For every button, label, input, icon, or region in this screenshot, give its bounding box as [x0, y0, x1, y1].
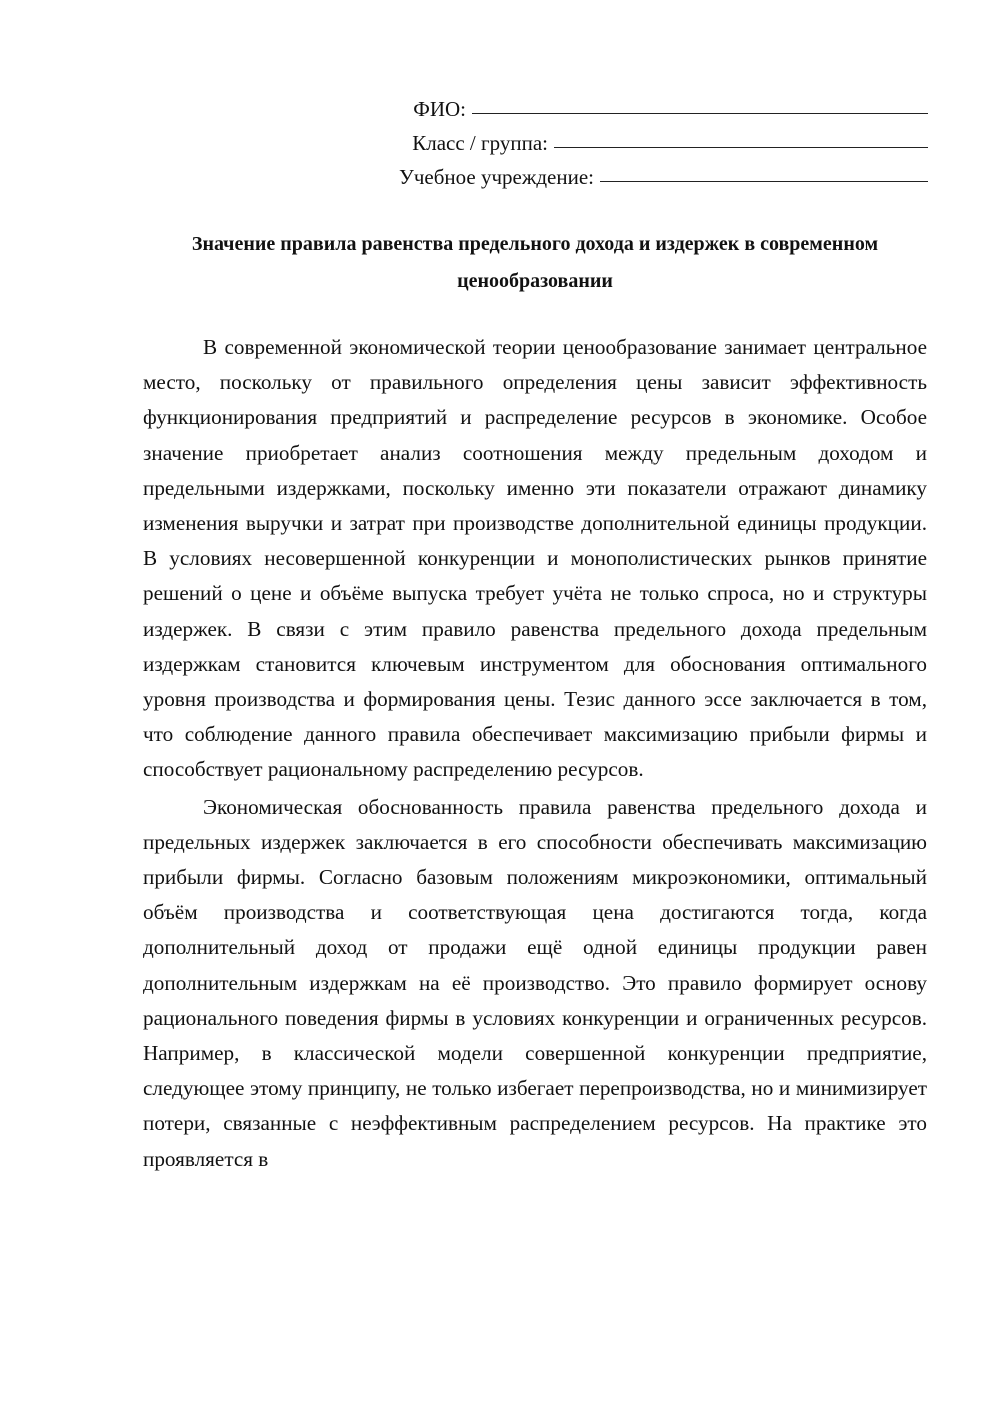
- class-row: [308, 126, 928, 160]
- school-label: Учебное учреждение:: [398, 165, 594, 189]
- class-label: Класс / группа:: [412, 131, 548, 155]
- paragraph-2: Экономическая обоснованность правила равенства предельного дохода и предельных издержек заключается в его способности обеспечивать максимизацию прибыли фирмы. Согласно базовым положениям микроэкономики, оптимальный объём производства и соответствующая цена достигаются тогда, когда дополнительный доход от продажи ещё одной единицы продукции равен дополнительным издержкам на её производство. Это правило формирует основу рационального поведения фирмы в условиях конкуренции и ограниченных ресурсов. Например, в классической модели совершенной конкуренции предприятие, следующее этому принципу, не только избегает перепроизводства, но и минимизирует потери, связанные с неэффективным распределением ресурсов. На практике это проявляется в: [143, 794, 927, 1171]
- paragraph-1: В современной экономической теории ценообразование занимает центральное место, поскольку от правильного определения цены зависит эффективность функционирования предприятий и распределение ресурсов в экономике. Особое значение приобретает анализ соотношения между предельным доходом и предельными издержками, поскольку именно эти показатели отражают динамику изменения выручки и затрат при производстве дополнительной единицы продукции. В условиях несовершенной конкуренции и монополистических рынков принятие решений о цене и объёме выпуска требует учёта не только спроса, но и структуры издержек. В связи с этим правило равенства предельного дохода предельным издержкам становится ключевым инструментом для обоснования оптимального уровня производства и формирования цены. Тезис данного эссе заключается в том, что соблюдение данного правила обеспечивает максимизацию прибыли фирмы и способствует рациональному распределению ресурсов.: [143, 335, 927, 782]
- essay-body: [143, 330, 927, 1177]
- school-row: [308, 160, 928, 194]
- essay-title: Значение правила равенства предельного дохода и издержек в современном ценообразовании: [191, 233, 879, 292]
- fio-blank-line: [472, 91, 928, 114]
- class-blank-line: [554, 125, 928, 148]
- fio-label: ФИО:: [413, 97, 466, 121]
- student-info-block: [308, 92, 928, 194]
- fio-row: [308, 92, 928, 126]
- school-blank-line: [600, 159, 928, 182]
